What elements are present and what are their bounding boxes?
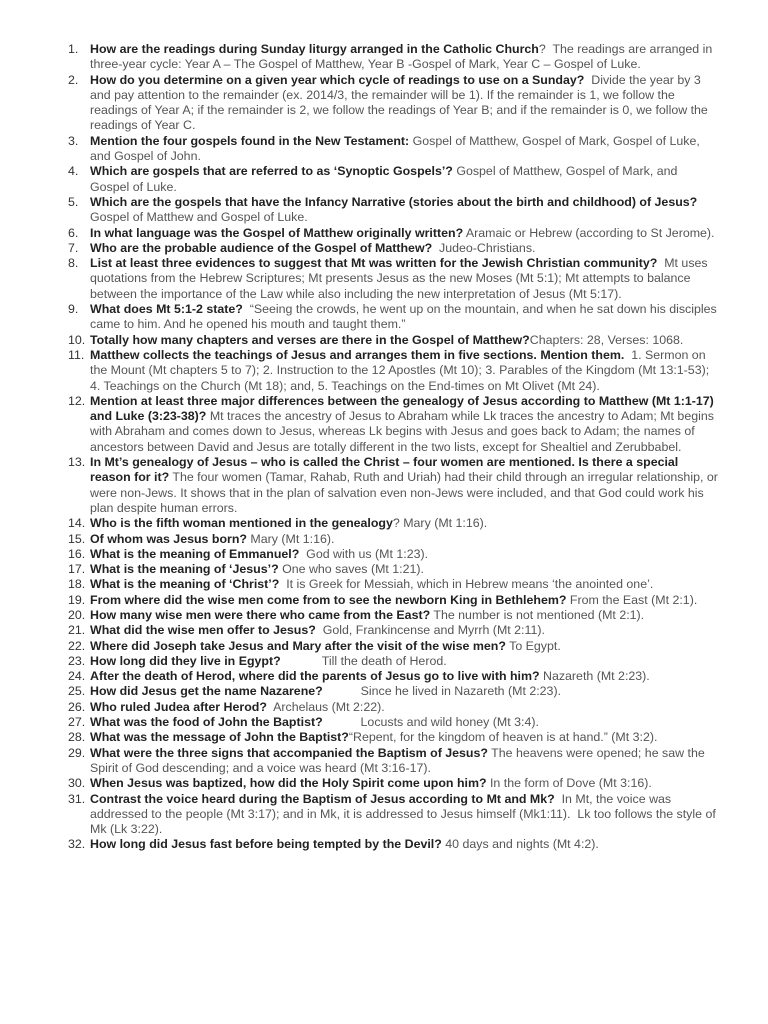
qa-item: [0, 669, 768, 684]
item-text: [90, 394, 718, 455]
qa-item: [0, 746, 768, 777]
question-text: Which are the gospels that have the Infancy Narrative (stories about the birth and childhood) of Jesus?: [90, 194, 698, 209]
item-text: [90, 776, 718, 791]
item-number: 25.: [68, 684, 86, 699]
item-number: 6.: [68, 225, 79, 240]
item-number: 19.: [68, 592, 86, 607]
answer-text: The four women (Tamar, Rahab, Ruth and Uriah) had their child through an irregular relationship, or were non-Jews. It shows that in the plan of salvation even non-Jews were included, and that God could work his plan despite human errors.: [90, 470, 722, 515]
question-text: What were the three signs that accompanied the Baptism of Jesus?: [90, 745, 488, 760]
answer-text: To Egypt.: [505, 638, 561, 653]
answer-text: The number is not mentioned (Mt 2:1).: [430, 607, 645, 622]
item-text: [90, 669, 718, 684]
item-number: 18.: [68, 577, 86, 592]
answer-text: ? The readings are arranged in three-year cycle: Year A – The Gospel of Matthew, Year B -Gospel of Mark, Year C – Gospel of Luke.: [90, 42, 716, 72]
qa-list: [0, 42, 768, 853]
question-text: Where did Joseph take Jesus and Mary after the visit of the wise men?: [90, 638, 506, 653]
question-text: What is the meaning of ‘Jesus’?: [90, 562, 279, 577]
qa-item: [0, 593, 768, 608]
question-text: Mention the four gospels found in the New Testament:: [90, 133, 410, 148]
answer-text: Since he lived in Nazareth (Mt 2:23).: [322, 684, 562, 699]
item-text: [90, 164, 718, 195]
item-number: 14.: [68, 516, 86, 531]
qa-item: [0, 164, 768, 195]
item-number: 12.: [68, 393, 86, 408]
answer-text: Chapters: 28, Verses: 1068.: [529, 332, 684, 347]
item-number: 24.: [68, 669, 86, 684]
question-text: From where did the wise men come from to see the newborn King in Bethlehem?: [90, 592, 567, 607]
qa-item: [0, 577, 768, 592]
answer-text: God with us (Mt 1:23).: [299, 546, 429, 561]
answer-text: Judeo-Christians.: [432, 240, 536, 255]
item-number: 17.: [68, 562, 86, 577]
answer-text: Gospel of Matthew and Gospel of Luke.: [90, 194, 701, 225]
qa-item: [0, 700, 768, 715]
item-number: 5.: [68, 194, 79, 209]
question-text: Matthew collects the teachings of Jesus and arranges them in five sections. Mention them.: [90, 347, 625, 362]
qa-item: [0, 516, 768, 531]
answer-text: From the East (Mt 2:1).: [566, 592, 698, 607]
item-text: [90, 195, 718, 226]
item-text: [90, 256, 718, 302]
item-text: [90, 837, 718, 852]
answer-text: Till the death of Herod.: [280, 653, 447, 668]
item-text: [90, 730, 718, 745]
item-text: [90, 792, 718, 838]
question-text: How many wise men were there who came from the East?: [90, 607, 431, 622]
item-text: [90, 516, 718, 531]
answer-text: Mary (Mt 1:16).: [246, 531, 335, 546]
qa-item: [0, 623, 768, 638]
question-text: Which are gospels that are referred to as ‘Synoptic Gospels’?: [90, 164, 453, 179]
item-text: [90, 532, 718, 547]
item-text: [90, 562, 718, 577]
answer-text: Divide the year by 3 and pay attention to the remainder (ex. 2014/3, the remainder will be 1). If the remainder is 1, we follow the readings of Year A; if the remainder is 2, we follow the readings of Year B; and if the remainder is 0, we follow the readings of Year C.: [90, 72, 712, 133]
answer-text: In the form of Dove (Mt 3:16).: [486, 776, 652, 791]
qa-item: [0, 226, 768, 241]
item-number: 7.: [68, 240, 79, 255]
answer-text: ? Mary (Mt 1:16).: [392, 516, 488, 531]
item-number: 30.: [68, 776, 86, 791]
qa-item: [0, 776, 768, 791]
question-text: Who is the fifth woman mentioned in the genealogy: [90, 516, 393, 531]
item-text: [90, 746, 718, 777]
qa-item: [0, 42, 768, 73]
question-text: How do you determine on a given year which cycle of readings to use on a Sunday?: [90, 72, 585, 87]
question-text: When Jesus was baptized, how did the Holy Spirit come upon him?: [90, 776, 487, 791]
item-number: 8.: [68, 256, 79, 271]
item-text: [90, 226, 718, 241]
qa-item: [0, 684, 768, 699]
item-text: [90, 684, 718, 699]
question-text: In what language was the Gospel of Matthew originally written?: [90, 225, 464, 240]
qa-item: [0, 532, 768, 547]
item-number: 13.: [68, 455, 86, 470]
answer-text: Gold, Frankincense and Myrrh (Mt 2:11).: [315, 623, 545, 638]
item-text: [90, 715, 718, 730]
item-text: [90, 700, 718, 715]
qa-item: [0, 195, 768, 226]
item-number: 28.: [68, 730, 86, 745]
question-text: Contrast the voice heard during the Baptism of Jesus according to Mt and Mk?: [90, 791, 555, 806]
qa-item: [0, 455, 768, 516]
answer-text: Mt traces the ancestry of Jesus to Abraham while Lk traces the ancestry to Adam; Mt begins with Abraham and comes down to Jesus, whereas Lk begins with Jesus and goes back to Adam; the names of ancestors between David and Jesus are totally different in the two lists, except for Shealtiel and Zerubbabel.: [90, 409, 718, 454]
item-number: 22.: [68, 638, 86, 653]
qa-item: [0, 302, 768, 333]
question-text: Of whom was Jesus born?: [90, 531, 247, 546]
item-text: [90, 348, 718, 394]
item-text: [90, 547, 718, 562]
answer-text: Archelaus (Mt 2:22).: [266, 699, 385, 714]
item-number: 4.: [68, 164, 79, 179]
question-text: What is the meaning of ‘Christ’?: [90, 577, 280, 592]
item-text: [90, 623, 718, 638]
qa-item: [0, 394, 768, 455]
qa-item: [0, 348, 768, 394]
item-number: 3.: [68, 133, 79, 148]
item-text: [90, 654, 718, 669]
question-text: Who ruled Judea after Herod?: [90, 699, 267, 714]
item-number: 2.: [68, 72, 79, 87]
question-text: What is the meaning of Emmanuel?: [90, 546, 300, 561]
item-text: [90, 455, 722, 516]
item-number: 20.: [68, 607, 86, 622]
question-text: How are the readings during Sunday liturgy arranged in the Catholic Church: [90, 42, 539, 56]
item-number: 16.: [68, 546, 86, 561]
qa-item: [0, 547, 768, 562]
item-number: 27.: [68, 715, 86, 730]
item-text: [90, 73, 718, 134]
question-text: What was the message of John the Baptist?: [90, 730, 349, 745]
question-text: In Mt’s genealogy of Jesus – who is called the Christ – four women are mentioned. Is there a special reason for it?: [90, 455, 679, 485]
item-text: [90, 42, 718, 73]
answer-text: 40 days and nights (Mt 4:2).: [441, 837, 599, 852]
qa-item: [0, 562, 768, 577]
answer-text: Nazareth (Mt 2:23).: [539, 669, 650, 684]
item-number: 10.: [68, 332, 86, 347]
item-number: 15.: [68, 531, 86, 546]
qa-item: [0, 654, 768, 669]
item-text: [90, 241, 718, 256]
answer-text: The heavens were opened; he saw the Spirit of God descending; and a voice was heard (Mt 3:16-17).: [90, 745, 709, 775]
question-text: What was the food of John the Baptist?: [90, 715, 323, 730]
answer-text: 1. Sermon on the Mount (Mt chapters 5 to 7); 2. Instruction to the 12 Apostles (Mt 10); 3. Parables of the Kingdom (Mt 13:1-53); 4. Teachings on the Church (Mt 18); and, 5. Teachings on the End-times on Mt Olivet (Mt 24).: [90, 347, 713, 393]
answer-text: Locusts and wild honey (Mt 3:4).: [322, 715, 539, 730]
question-text: What did the wise men offer to Jesus?: [90, 623, 316, 638]
item-number: 32.: [68, 837, 86, 852]
item-text: [90, 608, 718, 623]
qa-item: [0, 837, 768, 852]
answer-text: Mt uses quotations from the Hebrew Scriptures; Mt presents Jesus as the new Moses (Mt 5:1); Mt attempts to balance between the importance of the Law while also including the new interpretation of Jesus (Mt 5:17).: [90, 256, 712, 301]
qa-item: [0, 792, 768, 838]
item-text: [90, 302, 721, 333]
answer-text: In Mt, the voice was addressed to the people (Mt 3:17); and in Mk, it is addressed to Jesus himself (Mk1:11). Lk too follows the style of Mk (Lk 3:22).: [90, 791, 720, 837]
qa-item: [0, 608, 768, 623]
answer-text: Gospel of Matthew, Gospel of Mark, and Gospel of Luke.: [90, 164, 681, 194]
item-number: 1.: [68, 42, 79, 56]
item-number: 26.: [68, 699, 86, 714]
item-number: 23.: [68, 653, 86, 668]
qa-item: [0, 73, 768, 134]
item-number: 9.: [68, 302, 79, 317]
qa-item: [0, 715, 768, 730]
answer-text: “Repent, for the kingdom of heaven is at hand.” (Mt 3:2).: [348, 730, 658, 745]
item-number: 29.: [68, 745, 86, 760]
item-text: [90, 577, 718, 592]
answer-text: It is Greek for Messiah, which in Hebrew means ‘the anointed one’.: [279, 577, 654, 592]
qa-item: [0, 333, 768, 348]
qa-item: [0, 241, 768, 256]
question-text: After the death of Herod, where did the parents of Jesus go to live with him?: [90, 669, 540, 684]
answer-text: Gospel of Matthew, Gospel of Mark, Gospel of Luke, and Gospel of John.: [90, 133, 704, 164]
answer-text: One who saves (Mt 1:21).: [278, 562, 424, 577]
item-text: [90, 639, 718, 654]
question-text: How did Jesus get the name Nazarene?: [90, 684, 323, 699]
question-text: How long did they live in Egypt?: [90, 653, 281, 668]
question-text: Who are the probable audience of the Gospel of Matthew?: [90, 240, 433, 255]
item-text: [90, 593, 718, 608]
question-text: Mention at least three major differences between the genealogy of Jesus according to Matthew (Mt 1:1-17) and Luke (3:23-38)?: [90, 393, 714, 424]
answer-text: Aramaic or Hebrew (according to St Jerome).: [463, 225, 715, 240]
question-text: List at least three evidences to suggest that Mt was written for the Jewish Christian community?: [90, 256, 658, 271]
item-number: 21.: [68, 623, 86, 638]
qa-item: [0, 134, 768, 165]
item-text: [90, 134, 718, 165]
item-number: 11.: [68, 347, 85, 362]
answer-text: “Seeing the crowds, he went up on the mountain, and when he sat down his disciples came to him. And he opened his mouth and taught them.”: [90, 302, 721, 332]
qa-item: [0, 256, 768, 302]
question-text: Totally how many chapters and verses are there in the Gospel of Matthew?: [90, 332, 530, 347]
item-number: 31.: [68, 791, 86, 806]
question-text: What does Mt 5:1-2 state?: [90, 302, 243, 317]
qa-item: [0, 639, 768, 654]
item-text: [90, 333, 718, 348]
qa-item: [0, 730, 768, 745]
question-text: How long did Jesus fast before being tempted by the Devil?: [90, 837, 442, 852]
